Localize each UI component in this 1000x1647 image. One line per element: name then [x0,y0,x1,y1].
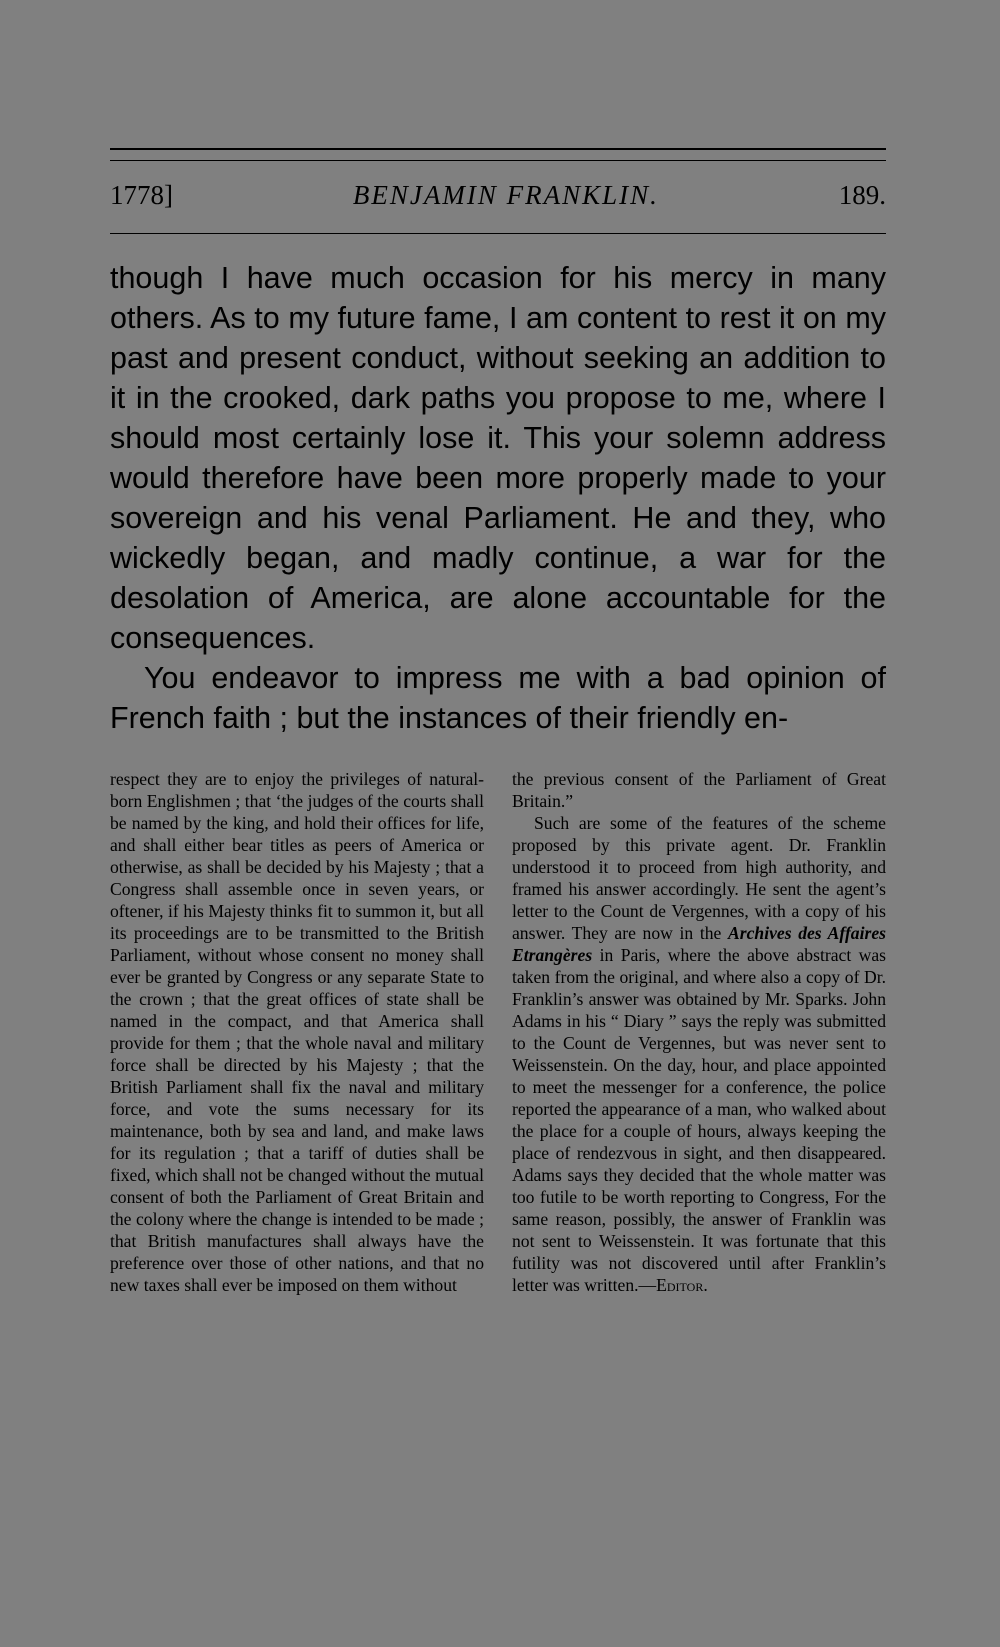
footnote [110,768,886,1296]
footnote-paragraph [512,812,886,1296]
running-head [110,180,886,220]
footnote-paragraph: the previous consent of the Parliament of Great Britain.” [512,769,886,811]
main-text [110,258,886,738]
footnote-text: in Paris, where the above abstract was taken from the original, and where also a copy of Dr. Franklin’s answer was obtained by Mr. Sparks. John Adams in his “ Diary ” says the reply was submitted to the Count de Vergennes, but was never sent to Weissenstein. On the day, hour, and place appointed to meet the messenger for a conference, the police reported the appearance of a man, who walked about the place for a couple of hours, always keeping the place of rendezvous in sight, and then disappeared. Adams says they decided that the whole matter was too futile to be worth reporting to Congress, For the same reason, possibly, the answer of Franklin was not sent to Weissenstein. It was fortunate that this futility was not discovered until after Franklin’s letter was written.— [512,945,886,1295]
archive-title: Archives des Affaires Etrangères [512,923,886,965]
main-paragraph: You endeavor to impress me with a bad opinion of French faith ; but the instances of their friendly en- [110,661,886,735]
top-rule [110,148,886,150]
top-rule-thin [110,160,886,161]
running-head-title: BENJAMIN FRANKLIN. [352,180,659,210]
footnote-text: Such are some of the features of the scheme proposed by this private agent. Dr. Franklin understood it to proceed from high authority, and framed his answer accordingly. He sent the agent’s letter to the Count de Vergennes, with a copy of his answer. They are now in the [512,813,886,943]
running-head-year: 1778] [110,180,173,210]
editor-signature: Editor. [656,1275,708,1295]
footnote-right-column [512,768,886,1296]
page-number: 189. [838,180,886,210]
footnote-left-column [110,768,484,1296]
footnote-paragraph: respect they are to enjoy the privileges of natural-born Englishmen ; that ‘the judges of the courts shall be named by the king, and hold their offices for life, and shall either bear titles as peers of America or otherwise, as shall be decided by his Majesty ; that a Congress shall assemble once in seven years, or oftener, if his Majesty thinks fit to summon it, but all its proceedings are to be transmitted to the British Parliament, without whose consent no money shall ever be granted by Congress or any separate State to the crown ; that the great offices of state shall be named in the compact, and that America shall provide for them ; that the whole naval and military force shall be directed by his Majesty ; that the British Parliament shall fix the naval and military force, and vote the sums necessary for its maintenance, both by sea and land, and make laws for its regulation ; that a tariff of duties shall be fixed, which shall not be changed without the mutual consent of both the Parliament of Great Britain and the colony where the change is intended to be made ; that British manufactures shall always have the preference over those of other nations, and that no new taxes shall ever be imposed on them without [110,769,484,1295]
main-paragraph: though I have much occasion for his mercy in many others. As to my future fame, I am content to rest it on my past and present conduct, without seeking an addition to it in the crooked, dark paths you propose to me, where I should most certainly lose it. This your solemn address would therefore have been more properly made to your sovereign and his venal Parliament. He and they, who wickedly began, and madly continue, a war for the desolation of America, are alone accountable for the consequences. [110,261,886,655]
book-page [110,0,886,1647]
header-rule [110,233,886,234]
